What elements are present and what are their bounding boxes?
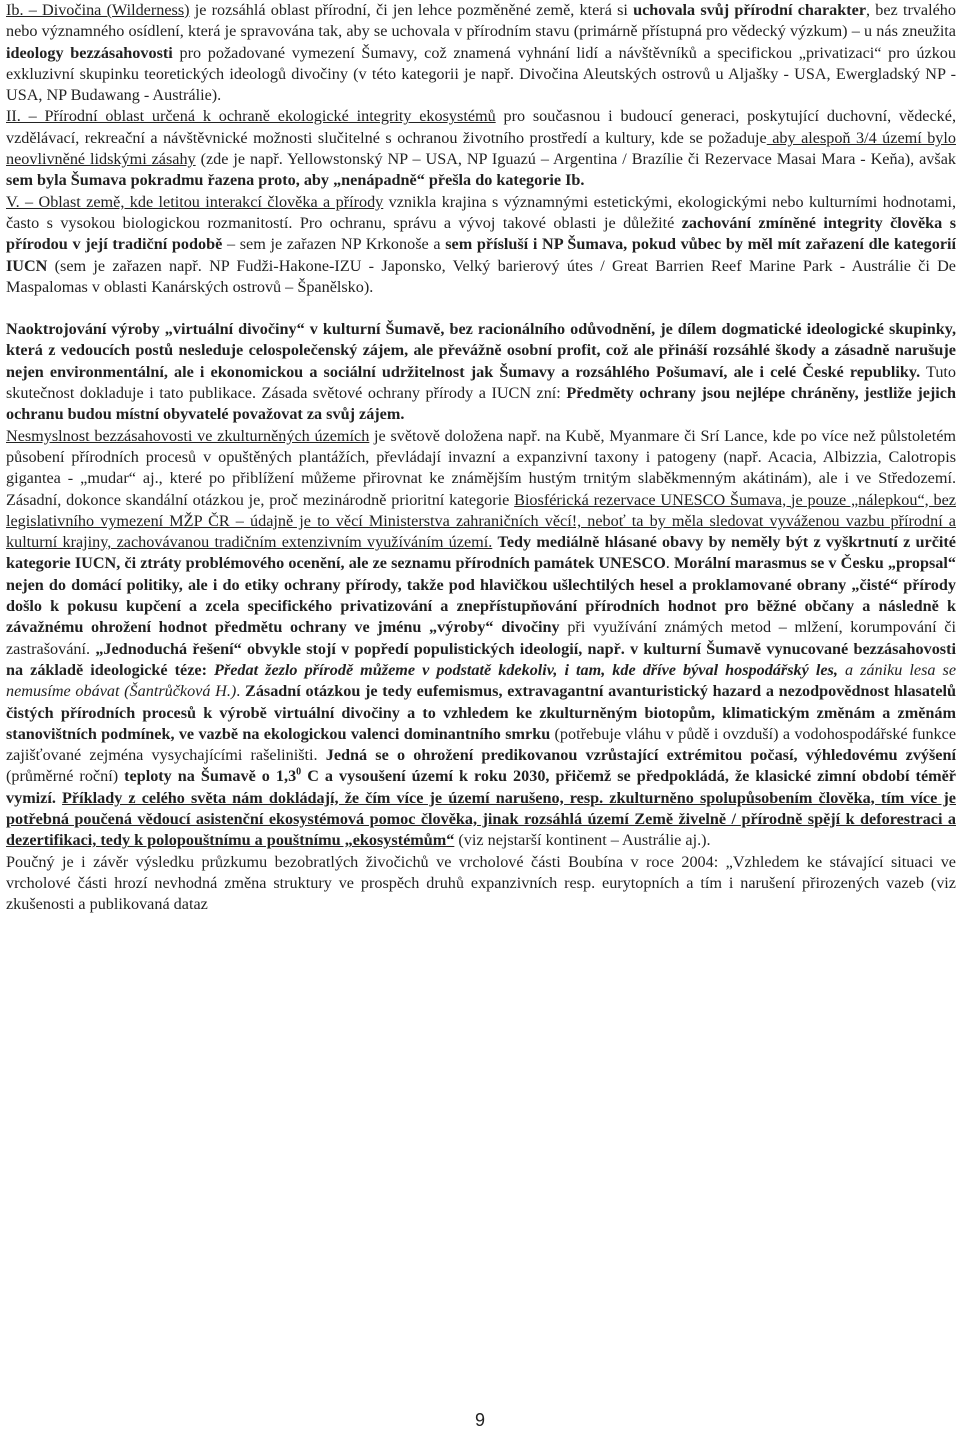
text-run: Zásadní otázkou je tedy eufemismus, extravagantní avanturistický hazard a nezodpovědnost hlasatelů čistých přírodních procesů k výrobě virtuální divočiny a to vzhledem ke zkulturněným biotopům, klimatickým změnám a změnám stanovištních podmínek, ve vazbě na ekologickou valenci dominantního smrku — [6, 682, 957, 743]
paragraph-ib — [6, 0, 956, 106]
text-run: Předat žezlo přírodě můžeme v podstatě kdekoliv, i tam, kde dříve býval hospodářský les, — [214, 660, 838, 679]
text-run: je rozsáhlá oblast přírodní, či jen lehce pozměněné země, která si — [189, 1, 634, 19]
paragraph-pouc — [6, 852, 956, 916]
text-run: (potřebuje vláhu v půdě i ovzduší) a vodohospodářské funkce zajišťované zejména vysychajícími rašeliništi. — [6, 724, 957, 765]
text-run: 0 — [296, 767, 302, 778]
text-run: II. – Přírodní oblast určená k ochraně ekologické integrity ekosystémů — [6, 107, 496, 126]
page-number: 9 — [474, 1410, 485, 1430]
paragraph-v — [6, 192, 956, 298]
text-run: Příklady z celého světa nám dokládají, že čím více je území narušeno, resp. zkulturněno spolupůsobením člověka, tím více je potřebná poučená vědoucí asistenční ekosystémová pomoc člověka, jinak rozsáhlá území Země živelně / přírodně spějí k deforestraci a dezertifikaci, tedy k polopouštnímu a pouštnímu „ekosystémům“ — [6, 788, 956, 850]
text-run: sem byla Šumava pokradmu řazena proto, aby „nenápadně“ přešla do kategorie Ib. — [6, 171, 585, 190]
text-run: . — [236, 682, 246, 701]
text-run: teploty na Šumavě o 1,3 — [124, 767, 297, 786]
text-run: , bez trvalého nebo významného osídlení, která je spravována tak, aby se uchovala v přírodním stavu (primárně přístupná pro vědecký výzkum) – u nás zneužita — [6, 1, 956, 41]
paragraph-ii — [6, 106, 956, 191]
text-run: (sem je zařazen např. NP Fudži-Hakone-IZU - Japonsko, Velký barierový útes / Great Barrien Reef Marine Park - Austrálie či De Maspalomas v oblasti Kanárských ostrovů – Španělsko). — [6, 256, 956, 296]
text-run — [838, 661, 845, 679]
text-run: Tuto skutečnost dokladuje i tato publikace. Zásada světové ochrany přírody a IUCN zní: — [6, 362, 957, 403]
text-run: vznikla krajina s významnými estetickými, ekologickými nebo kulturními hodnotami, často s vysokou biologickou rozmanitostí. Pro ochranu, správu a vývoj takové oblasti je důležité — [6, 192, 956, 232]
text-run: pro požadované vymezení Šumavy, což znamená vyhnání lidí a návštěvníků a specifickou „privatizaci“ pro úzkou exkluzivní skupinku teoretických ideologů divočiny (v této kategorii je např. Divočina Aleutských ostrovů u Aljašky - USA, Ewergladský NP - USA, NP Budawang - Austrálie). — [6, 43, 956, 105]
text-run: Tedy mediálně hlásané obavy by neměly být z vyškrtnutí z určité kategorie IUCN, či ztráty problémového ocenění, ale ze seznamu přírodních památek UNESCO — [6, 533, 956, 573]
text-run: Morální marasmus se v Česku „propsal“ nejen do domácí politiky, ale i do etiky ochrany přírody, takže pod hlavičkou ušlechtilých hesel a proklamované obrany „čisté“ přírody došlo k pokusu kupčení a zcela specifického privatizování a znepřístupňování přírodních hodnot pro běžné občany a následně k závažnému ohrožení hodnot předmětu ochrany ve jménu „výroby“ divočiny — [6, 554, 956, 637]
text-run: sem přísluší i NP Šumava, pokud vůbec by měl mít zařazení dle kategorií IUCN — [6, 235, 957, 275]
paragraph-nesm — [6, 426, 956, 852]
text-run: uchovala svůj přírodní charakter — [633, 1, 867, 19]
text-run: Nesmyslnost bezzásahovosti ve zkulturněných územích — [6, 426, 370, 445]
text-run: Naoktrojování výroby „virtuální divočiny“ v kulturní Šumavě, bez racionálního odůvodnění, je dílem dogmatické ideologické skupinky, která z vedoucích postů nesleduje celospolečenský zájem, ale převážně osobní profit, což ale přináší rozsáhlé škody a zásadně narušuje nejen environmentální, ale i ekonomickou a sociální udržitelnost jak Šumavy a rozsáhlého Pošumaví, ale i celé České republiky. — [6, 320, 956, 381]
text-run: Poučný je i závěr výsledku průzkumu bezobratlých živočichů ve vrcholové části Boubína v roce 2004: „Vzhledem ke stávající situaci ve vrcholové části hrozí nevhodná změna struktury ve prospěch druhů expanzivních resp. eurytopních a tím i narušení přirozených vazeb (viz zkušenosti a publikovaná dataz — [6, 852, 956, 914]
text-run: V. – Oblast země, kde letitou interakcí člověka a přírody — [6, 192, 384, 211]
text-run: (zde je např. Yellowstonský NP – USA, NP Iguazú – Argentina / Brazílie či Rezervace Masai Mara - Keňa), avšak — [195, 150, 956, 169]
paragraph-spacer — [6, 298, 956, 319]
text-run: při využívání známých metod – mlžení, korumpování či zastrašování. — [6, 618, 956, 658]
text-run: „Jednoduchá řešení“ obvykle stojí v popředí populistických ideologií, např. v kulturní Šumavě vynucované bezzásahovosti na základě ideologické téze: — [6, 639, 956, 679]
text-run: zachování zmíněné integrity člověka s přírodou v její tradiční podobě — [6, 213, 956, 254]
text-run: (viz nejstarší kontinent – Austrálie aj.). — [454, 831, 711, 850]
text-run: Předměty ochrany jsou nejlépe chráněny, jestliže jejich ochranu budou místní obyvatelé považovat za svůj zájem. — [6, 384, 956, 424]
text-run: C a vysoušení území k roku 2030, přičemž se předpokládá, že klasické zimní období téměř vymizí. — [6, 767, 956, 807]
text-run: a zániku lesa se nemusíme obávat (Šantrůčková H.) — [6, 660, 957, 701]
text-run: aby alespoň 3/4 území bylo neovlivněné lidskými zásahy — [6, 128, 956, 169]
text-run: (průměrné roční) — [6, 767, 125, 786]
text-run: – sem je zařazen NP Krkonoše a — [222, 235, 446, 254]
text-run: . — [665, 554, 674, 573]
text-run: pro současnou i budoucí generaci, poskytující duchovní, vědecké, vzdělávací, rekreační a návštěvnické možnosti slučitelné s ochranou životního prostředí a kultury, kde se požaduje — [6, 107, 956, 147]
text-run: Ib. – Divočina (Wilderness) — [6, 1, 190, 19]
text-run: je světově doložena např. na Kubě, Myanmare či Srí Lance, kde po více než půlstoletém působení přírodních procesů v opuštěných plantážích, převládají invazní a expanzivní taxony i patogeny (např. Acacia, Albizzia, Calotropis gigantea - „mudar“ aj., které po přiblížení můžeme přirovnat ke známějším hustým trnitým slaběkmenným akátinám), ale i ve Středozemí. Zásadní, dokonce skandální otázkou je, proč mezinárodně prioritní kategorie — [6, 426, 956, 509]
text-run: Biosférická rezervace UNESCO Šumava, je pouze „nálepkou“, bez legislativního vymezení MŽP ČR – údajně je to věcí Ministerstva zahraničních věcí!, neboť ta by měla sledovat vyváženou vazbu přírodní a kulturní krajiny, zachovávanou tradičním extenzivním využíváním území. — [6, 490, 956, 552]
paragraph-naok — [6, 319, 956, 425]
text-run: ideology bezzásahovosti — [6, 43, 173, 62]
text-run: Jedná se o ohrožení predikovanou vzrůstající extrémitou počasí, výhledovému zvýšení — [325, 746, 956, 765]
